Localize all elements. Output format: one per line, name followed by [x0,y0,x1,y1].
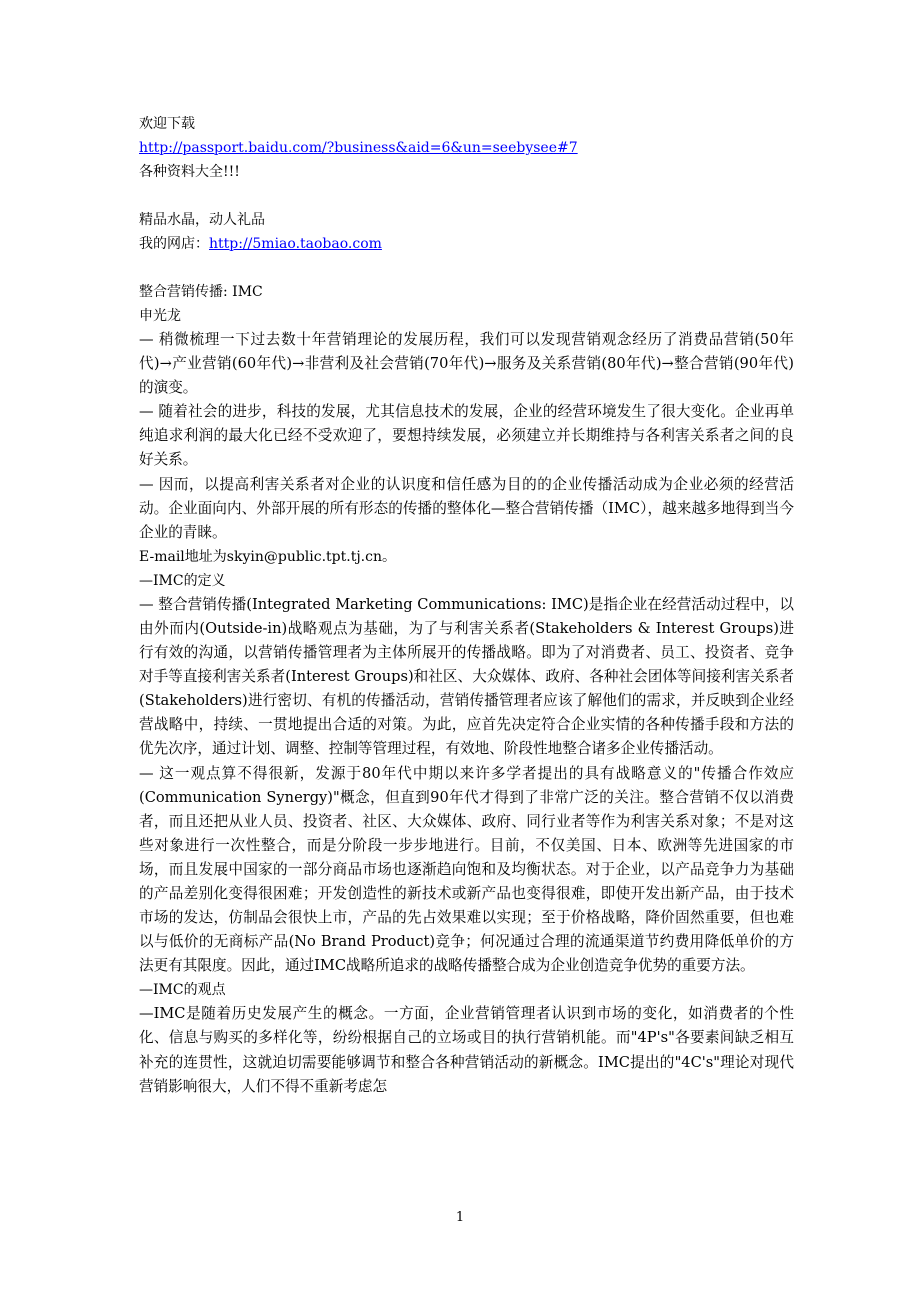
document-page [139,112,794,1099]
shop-line [139,232,794,256]
blank-line [139,184,794,208]
paragraph-imc-integration: — 因而，以提高利害关系者对企业的认识度和信任感为目的的企业传播活动成为企业必须的经营活动。企业面向内、外部开展的所有形态的传播的整体化—整合营销传播（IMC），越来越多地得到当今企业的青睐。 [139,475,794,541]
resources-text: 各种资料大全!!! [139,164,240,180]
paragraph-social-progress: — 随着社会的进步，科技的发展，尤其信息技术的发展，企业的经营环境发生了很大变化。企业再单纯追求利润的最大化已经不受欢迎了，要想持续发展，必须建立并长期维持与各利害关系者之间的良好关系。 [139,403,794,469]
page-number: 1 [455,1210,465,1225]
shop-slogan: 精品水晶，动人礼品 [139,212,265,228]
shop-label: 我的网店： [139,236,209,252]
paragraph-imc-definition: — 整合营销传播(Integrated Marketing Communications: IMC)是指企业在经营活动过程中，以由外而内(Outside-in)战略观点为基础，为了与利害关系者(Stakeholders & Interest Groups)进行有效的沟通，以营销传播管理者为主体所展开的传播战略。即为了对消费者、员工、投资者、竞争对手等直接利害关系者(Interest Groups)和社区、大众媒体、政府、各种社会团体等间接利害关系者(Stakeholders)进行密切、有机的传播活动，营销传播管理者应该了解他们的需求，并反映到企业经营战略中，持续、一贯地提出合适的对策。为此，应首先决定符合企业实情的各种传播手段和方法的优先次序，通过计划、调整、控制等管理过程，有效地、阶段性地整合诸多企业传播活动。 [139,595,794,758]
email-line: E-mail地址为skyin@public.tpt.tj.cn。 [139,548,396,565]
paragraph-marketing-history: — 稍微梳理一下过去数十年营销理论的发展历程，我们可以发现营销观念经历了消费品营销(50年代)→产业营销(60年代)→非营利及社会营销(70年代)→服务及关系营销(80年代)→整合营销(90年代)的演变。 [139,331,794,397]
paragraph-imc-viewpoint: —IMC是随着历史发展产生的概念。一方面，企业营销管理者认识到市场的变化，如消费者的个性化、信息与购买的多样化等，纷纷根据自己的立场或目的执行营销机能。而"4P's"各要素间缺乏相互补充的连贯性，这就迫切需要能够调节和整合各种营销活动的新概念。IMC提出的"4C's"理论对现代营销影响很大，人们不得不重新考虑怎 [139,1005,794,1095]
section-heading-viewpoint: —IMC的观点 [139,982,226,999]
blank-line [139,256,794,280]
section-heading-definition: —IMC的定义 [139,572,226,589]
paragraph-communication-synergy: — 这一观点算不得很新，发源于80年代中期以来许多学者提出的具有战略意义的"传播合作效应(Communication Synergy)"概念，但直到90年代才得到了非常广泛的关注。整合营销不仅以消费者，而且还把从业人员、投资者、社区、大众媒体、政府、同行业者等作为利害关系对象；不是对这些对象进行一次性整合，而是分阶段一步步地进行。目前，不仅美国、日本、欧洲等先进国家的市场，而且发展中国家的一部分商品市场也逐渐趋向饱和及均衡状态。对于企业，以产品竞争力为基础的产品差别化变得很困难；开发创造性的新技术或新产品也变得很难，即使开发出新产品，由于技术市场的发达，仿制品会很快上市，产品的先占效果难以实现；至于价格战略，降价固然重要，但也难以与低价的无商标产品(No Brand Product)竞争；何况通过合理的流通渠道节约费用降低单价的方法更有其限度。因此，通过IMC战略所追求的战略传播整合成为企业创造竞争优势的重要方法。 [139,764,794,975]
shop-link[interactable]: http://5miao.taobao.com [209,236,382,252]
download-link-line [139,136,794,160]
welcome-text: 欢迎下载 [139,116,195,132]
download-link[interactable]: http://passport.baidu.com/?business&aid=6&un=seebysee#7 [139,140,578,156]
article-author: 申光龙 [139,308,181,324]
article-title: 整合营销传播: IMC [139,284,263,300]
